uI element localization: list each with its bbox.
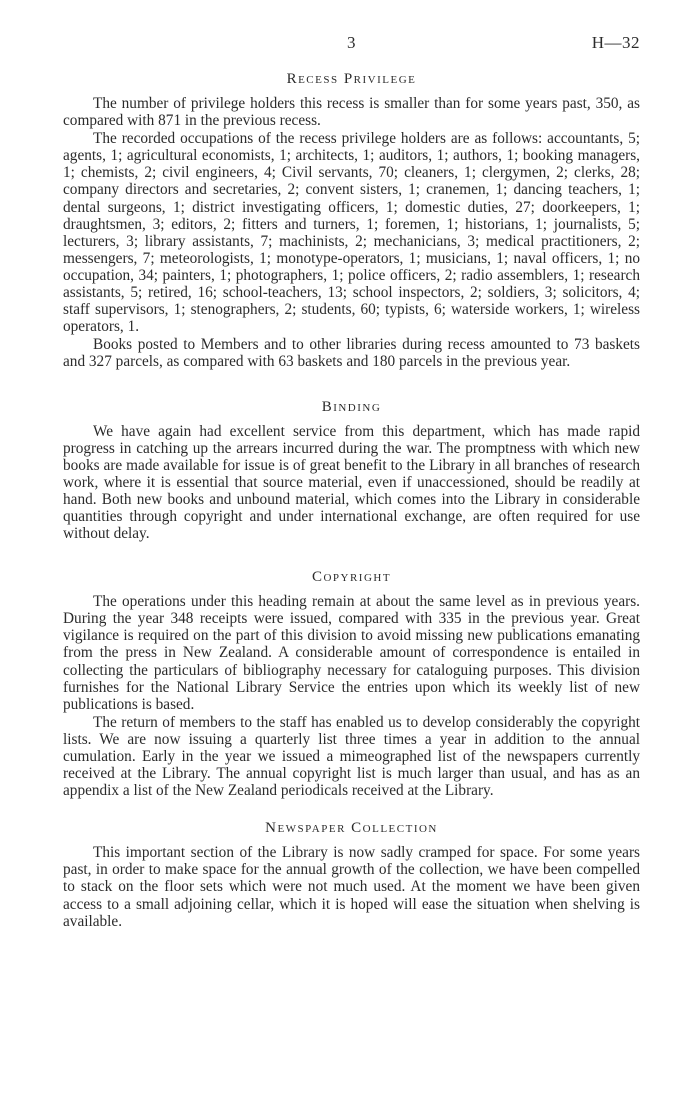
paragraph: We have again had excellent service from this department, which has made rapid progress in catching up the arrears incurred during the war. The promptness with which new books are made available for issue is of great benefit to the Library in all branches of research work, where it is essential that source material, even if unaccessioned, should be readily at hand. Both new books and unbound material, which comes into the Library in considerable quantities through copyright and under international exchange, are often required for use without delay. [63,422,640,543]
section-heading: Copyright [311,569,392,586]
section-heading: Binding [321,398,382,415]
section-newspaper-collection [63,819,640,929]
section-recess-privilege [63,70,640,371]
paragraph: Books posted to Members and to other libraries during recess amounted to 73 baskets and 327 parcels, as compared with 63 baskets and 180 parcels in the previous year. [63,336,640,371]
section-heading: Recess Privilege [286,71,417,87]
page-header [63,0,640,56]
paragraph: The recorded occupations of the recess privilege holders are as follows: accountants, 5; agents, 1; agricultural economists, 1; architects, 1; auditors, 1; authors, 1; booking managers, 1; chemists, 2; civil engineers, 4; Civil servants, 70; cleaners, 1; clergymen, 2; clerks, 28; company directors and secretaries, 2; convent sisters, 1; cranemen, 1; dancing teachers, 1; dental surgeons, 1; district investigating officers, 1; domestic duties, 27; doorkeepers, 1; draughtsmen, 3; editors, 2; fitters and turners, 1; foremen, 1; historians, 1; journalists, 5; lecturers, 3; library assistants, 7; machinists, 2; mechanicians, 3; medical practitioners, 2; messengers, 7; meteorologists, 1; monotype-operators, 1; musicians, 1; naval officers, 1; no occupation, 34; painters, 1; photographers, 1; police officers, 2; radio assemblers, 1; research assistants, 5; retired, 16; school-teachers, 13; school inspectors, 2; soldiers, 3; solicitors, 4; staff supervisors, 1; stenographers, 2; students, 60; typists, 6; waterside workers, 1; wireless operators, 1. [63,130,640,336]
section-copyright [63,568,640,799]
paragraph: The operations under this heading remain at about the same level as in previous years. During the year 348 receipts were issued, compared with 335 in the previous year. Great vigilance is required on the part of this division to avoid missing new publications emanating from the press in New Zealand. A considerable amount of correspondence is entailed in collecting the particulars of bibliography necessary for cataloguing purposes. This division furnishes for the National Library Service the entries upon which its weekly list of new publications is based. [63,593,640,713]
page-number: 3 [347,33,356,52]
paragraph: The return of members to the staff has enabled us to develop considerably the copyright lists. We are now issuing a quarterly list three times a year in addition to the annual cumulation. Early in the year we issued a mimeographed list of the newspapers currently received at the Library. The annual copyright list is much larger than usual, and has as an appendix a list of the New Zealand periodicals received at the Library. [63,713,640,800]
paragraph: The number of privilege holders this recess is smaller than for some years past, 350, as compared with 871 in the previous recess. [63,95,640,130]
report-reference: H—32 [591,33,640,52]
section-binding [63,398,640,543]
paragraph: This important section of the Library is now sadly cramped for space. For some years past, in order to make space for the annual growth of the collection, we have been compelled to stack on the floor sets which were not much used. At the moment we have been given access to a small adjoining cellar, which it is hoped will ease the situation when shelving is available. [63,844,640,930]
section-heading: Newspaper Collection [265,820,438,837]
